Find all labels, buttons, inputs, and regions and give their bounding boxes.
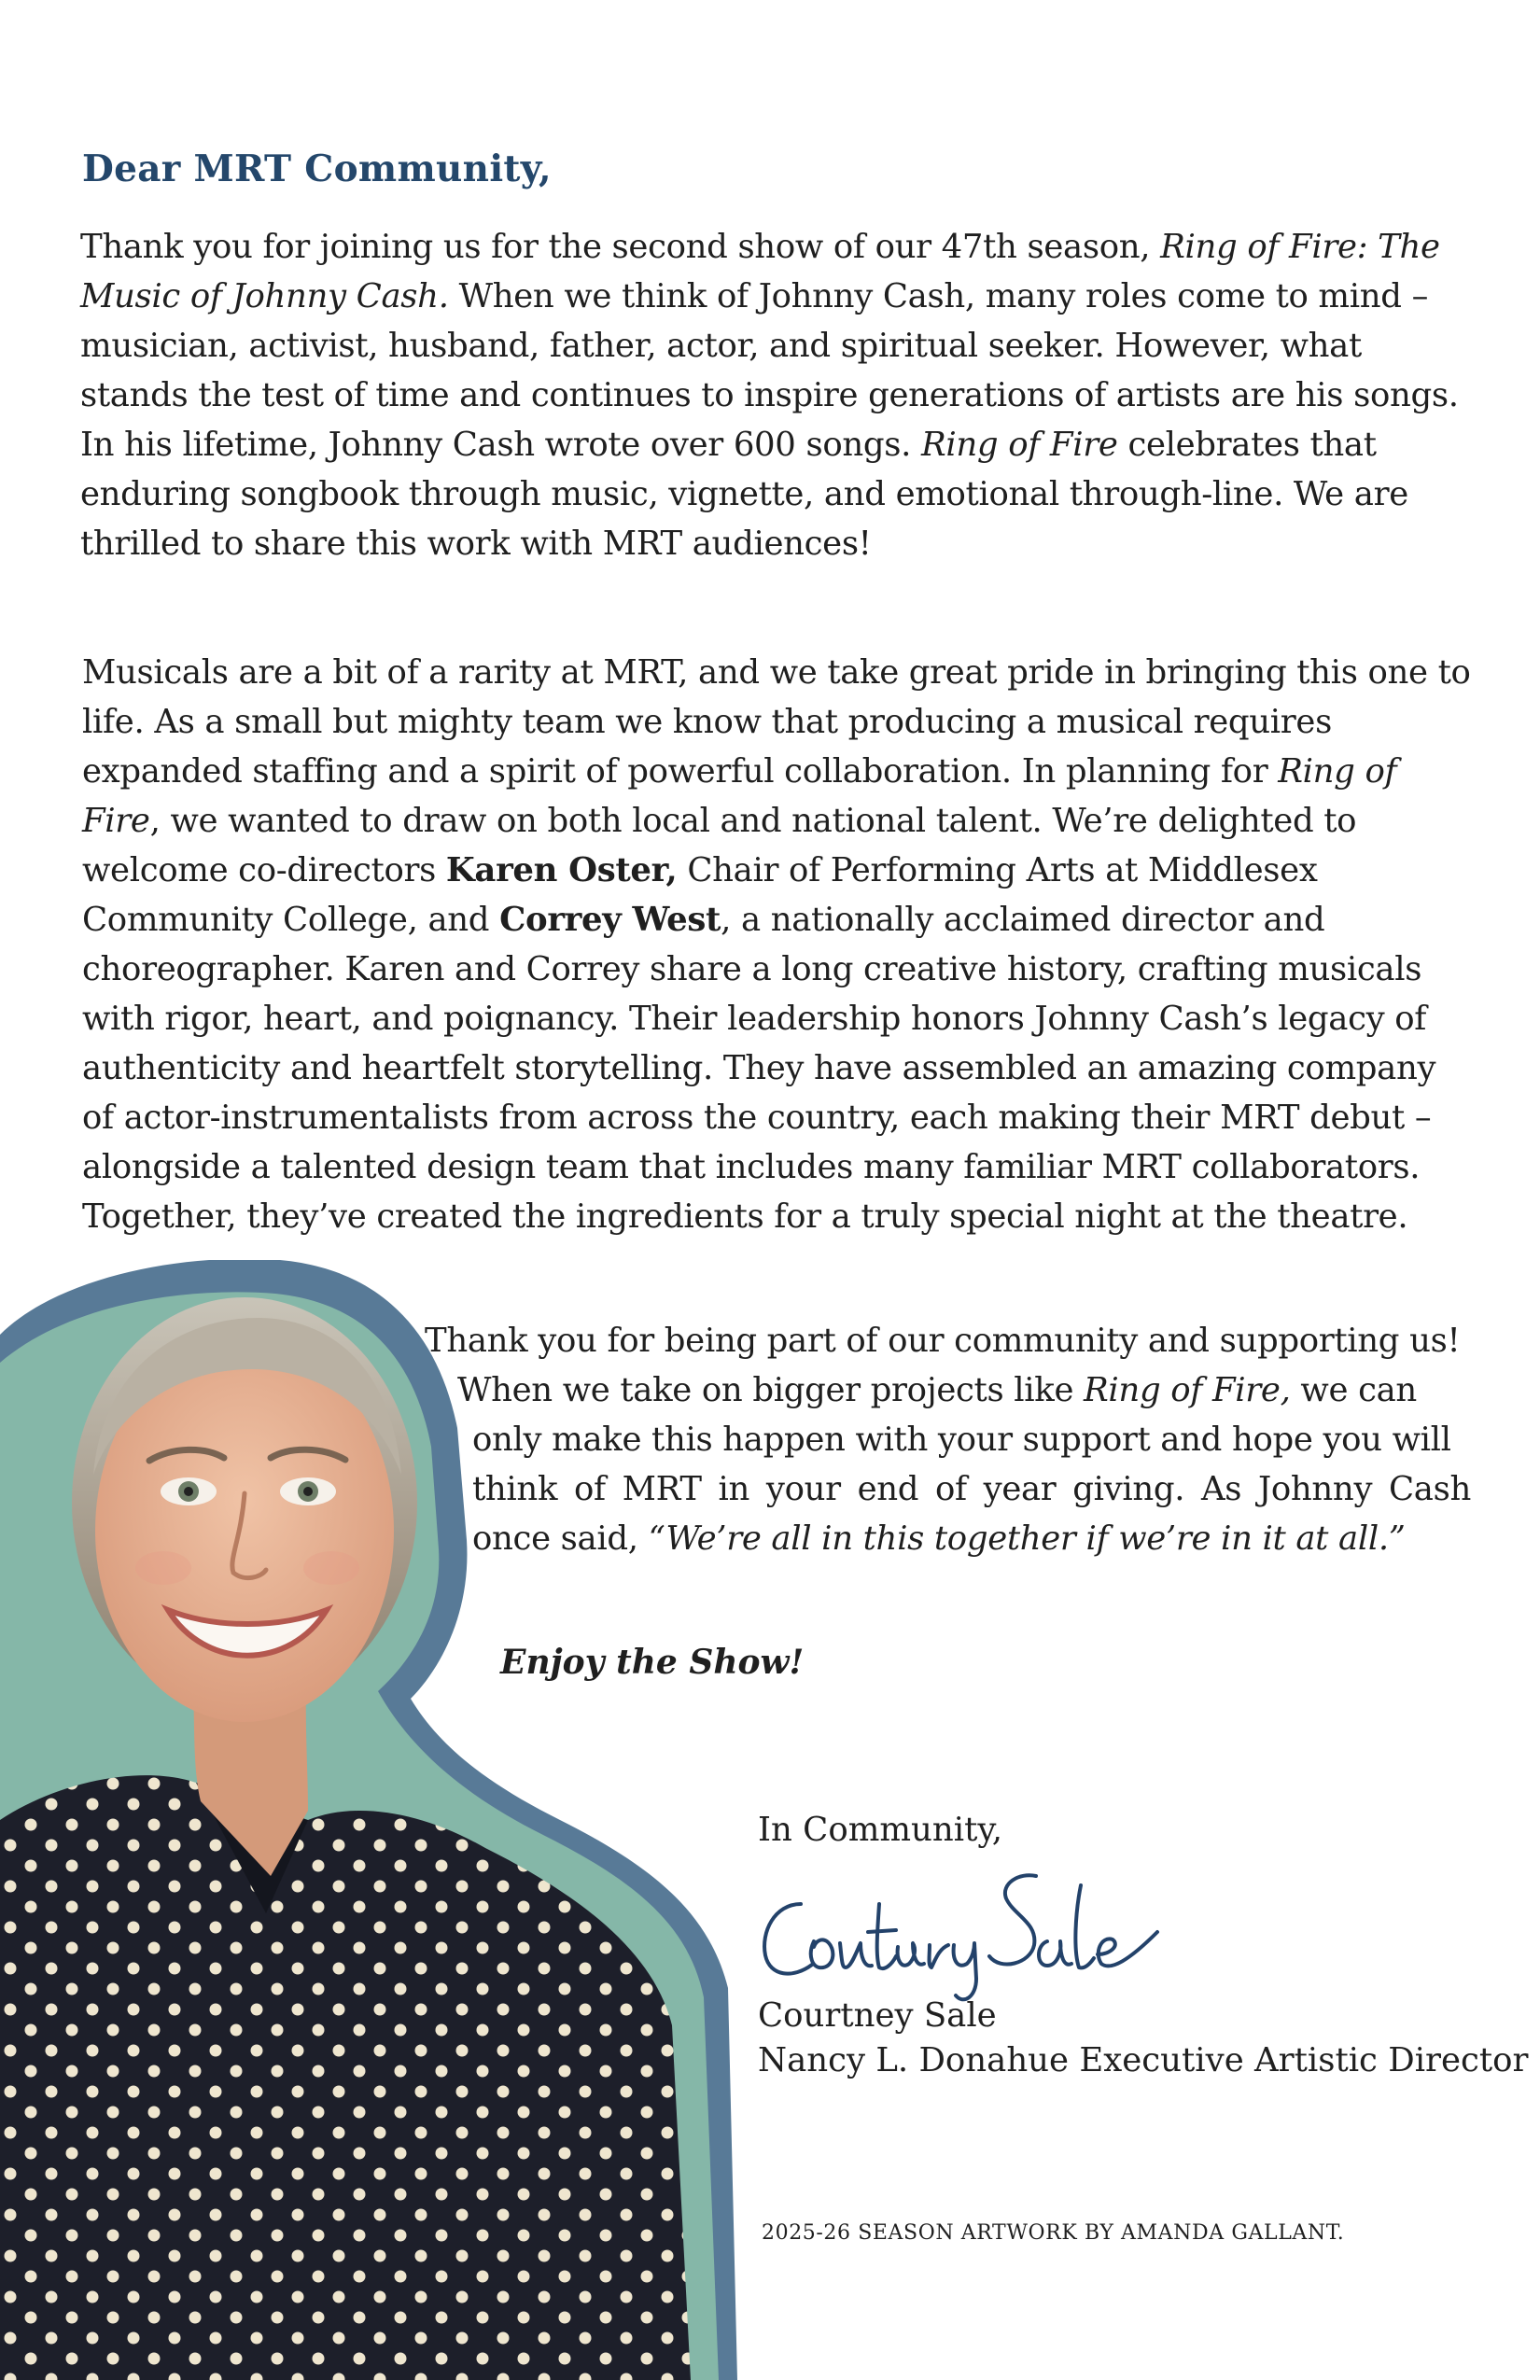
closing-line: In Community, (758, 1811, 1003, 1849)
artwork-credit: 2025-26 SEASON ARTWORK BY AMANDA GALLANT. (762, 2221, 1345, 2245)
signer-name: Courtney Sale (758, 1996, 997, 2035)
signer-title: Nancy L. Donahue Executive Artistic Director (758, 2041, 1529, 2079)
director-name-correy: Correy West (499, 901, 721, 939)
enjoy-the-show: Enjoy the Show! (500, 1643, 805, 1682)
paragraph-intro: Thank you for joining us for the second show of our 47th season, Ring of Fire: The Music of Johnny Cash. When we think of Johnny Cash, many roles come to mind – musician, activist, husband, father, actor, and spiritual seeker. However, what stands the test of time and continues to inspire generations of artists are his songs. In his lifetime, Johnny Cash wrote over 600 songs. Ring of Fire celebrates that enduring songbook through music, vignette, and emotional through-line. We are thrilled to share this work with MRT audiences! (80, 228, 1459, 563)
director-name-karen: Karen Oster, (445, 851, 678, 889)
handwritten-signature (756, 1867, 1167, 2007)
paragraph-team: Musicals are a bit of a rarity at MRT, and we take great pride in bringing this one to life. As a small but mighty team we know that producing a musical requires expanded staffing and a spirit of powerful collaboration. In planning for Ring of Fire, we wanted to draw on both local and national talent. We’re delighted to welcome co-directors Karen Oster, Chair of Performing Arts at Middlesex Community College, and Correy West, a nationally acclaimed director and choreographer. Karen and Correy share a long creative history, crafting musicals with rigor, heart, and poignancy. Their leadership honors Johnny Cash’s legacy of authenticity and heartfelt storytelling. They have assembled an amazing company of actor-instrumentalists from across the country, each making their MRT debut – alongside a talented design team that includes many familiar MRT collaborators. Together, they’ve created the ingredients for a truly special night at the theatre. (82, 653, 1471, 1236)
salutation-heading: Dear MRT Community, (82, 147, 552, 190)
